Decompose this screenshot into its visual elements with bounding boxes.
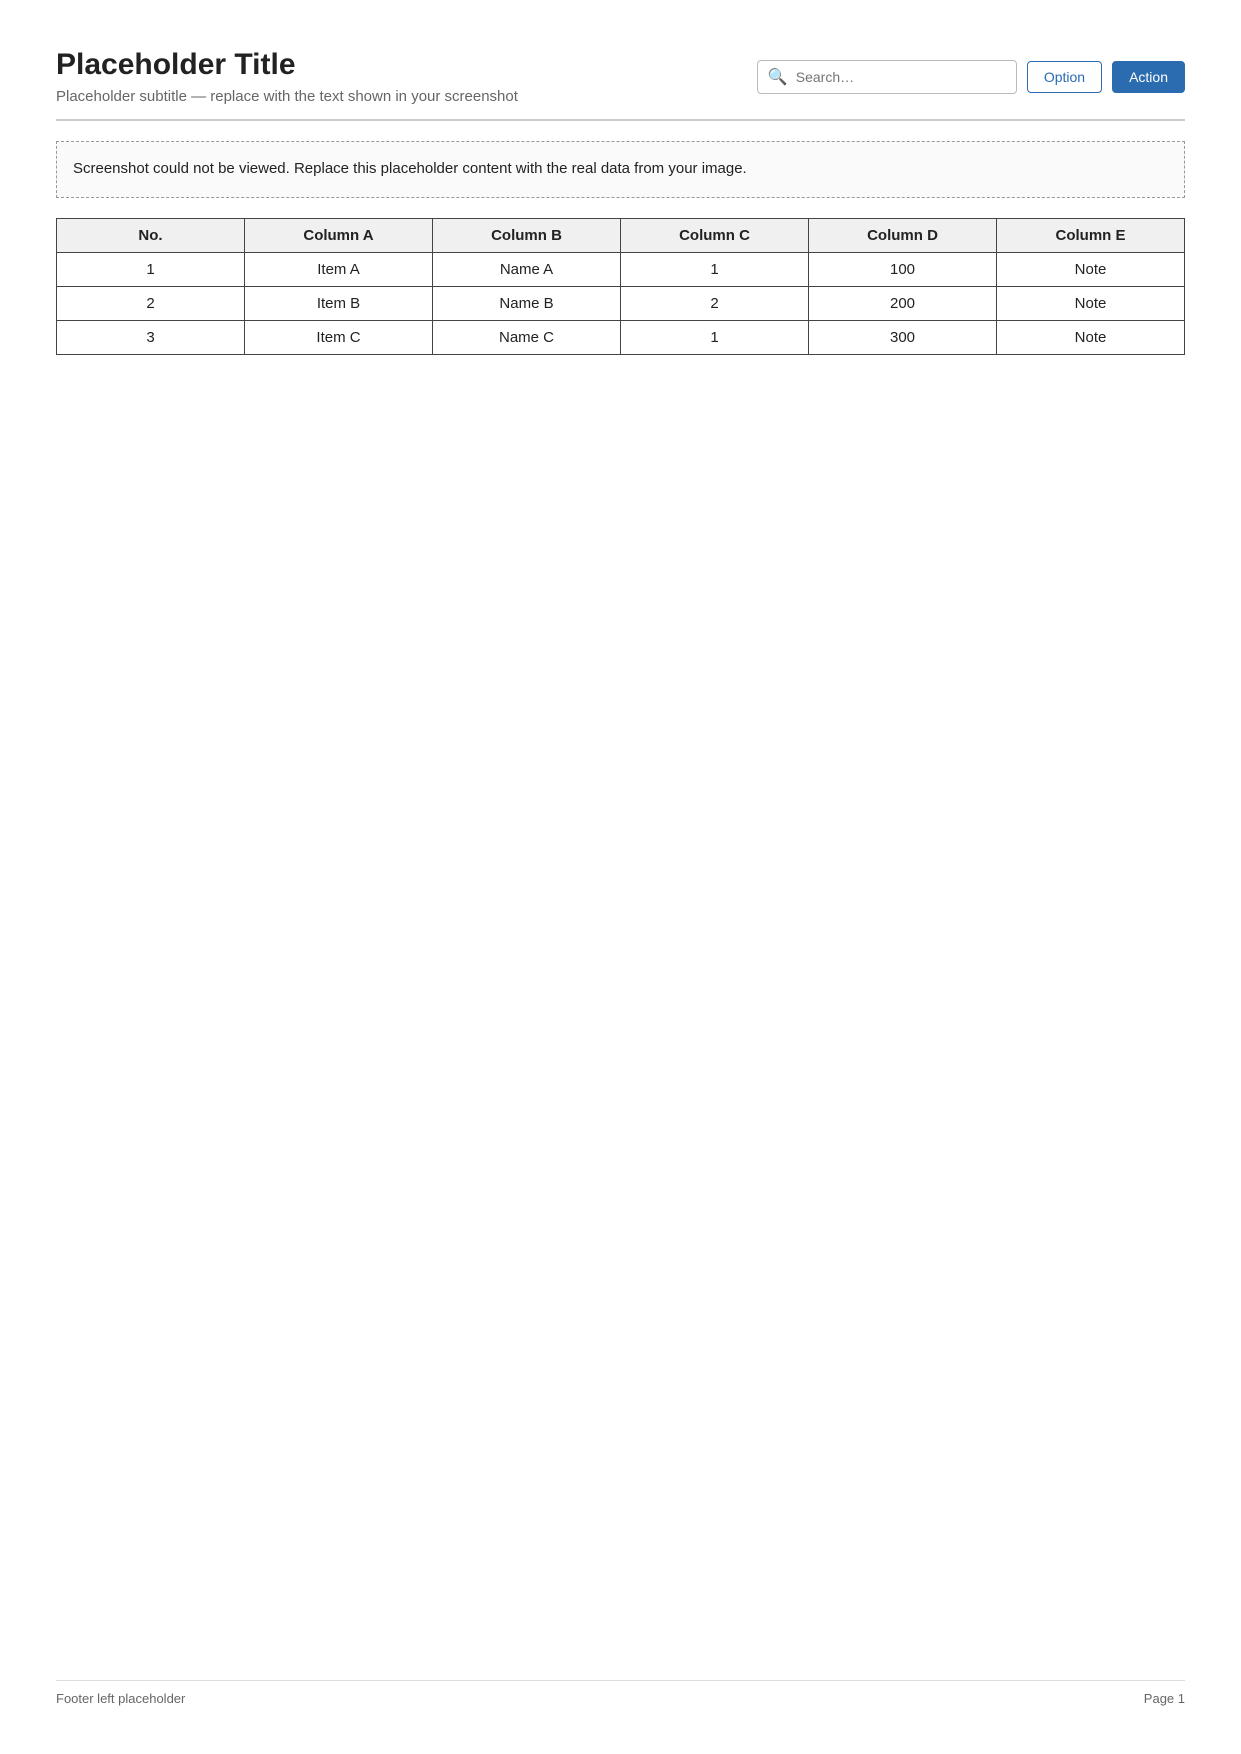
page-subtitle: Placeholder subtitle — replace with the text shown in your screenshot [56, 88, 518, 105]
page-header [56, 48, 1185, 121]
footer-left: Footer left placeholder [56, 1691, 186, 1706]
page-number: Page 1 [1143, 1691, 1185, 1706]
column-header: Column B [433, 218, 621, 252]
table-row [57, 252, 1185, 286]
table-body [57, 252, 1185, 354]
table-head [57, 218, 1185, 252]
table-row [57, 286, 1185, 320]
table-cell: 1 [57, 252, 245, 286]
title-block [56, 48, 518, 105]
table-cell: Note [997, 320, 1185, 354]
table-cell: 200 [809, 286, 997, 320]
search-input[interactable] [794, 68, 1006, 86]
primary-button[interactable]: Action [1112, 61, 1185, 93]
column-header: No. [57, 218, 245, 252]
table-cell: Item A [245, 252, 433, 286]
table-cell: 100 [809, 252, 997, 286]
search-box[interactable] [757, 60, 1017, 94]
table-cell: Note [997, 286, 1185, 320]
table-cell: 1 [621, 320, 809, 354]
placeholder-notice [56, 141, 1185, 198]
table-cell: Name C [433, 320, 621, 354]
column-header: Column D [809, 218, 997, 252]
header-row [57, 218, 1185, 252]
toolbar [757, 60, 1185, 94]
page-footer [56, 1680, 1185, 1706]
table-row [57, 320, 1185, 354]
data-table [56, 218, 1185, 355]
notice-text: Screenshot could not be viewed. Replace this placeholder content with the real data from your image. [73, 160, 747, 177]
table-cell: Name B [433, 286, 621, 320]
page-title: Placeholder Title [56, 48, 296, 81]
table-cell: Note [997, 252, 1185, 286]
table-cell: 3 [57, 320, 245, 354]
table-cell: 300 [809, 320, 997, 354]
column-header: Column C [621, 218, 809, 252]
table-cell: 1 [621, 252, 809, 286]
table-cell: Item C [245, 320, 433, 354]
table-cell: 2 [621, 286, 809, 320]
table-cell: Name A [433, 252, 621, 286]
search-icon: 🔍 [767, 68, 788, 86]
table-cell: 2 [57, 286, 245, 320]
table-cell: Item B [245, 286, 433, 320]
column-header: Column A [245, 218, 433, 252]
column-header: Column E [997, 218, 1185, 252]
secondary-button[interactable]: Option [1027, 61, 1102, 93]
